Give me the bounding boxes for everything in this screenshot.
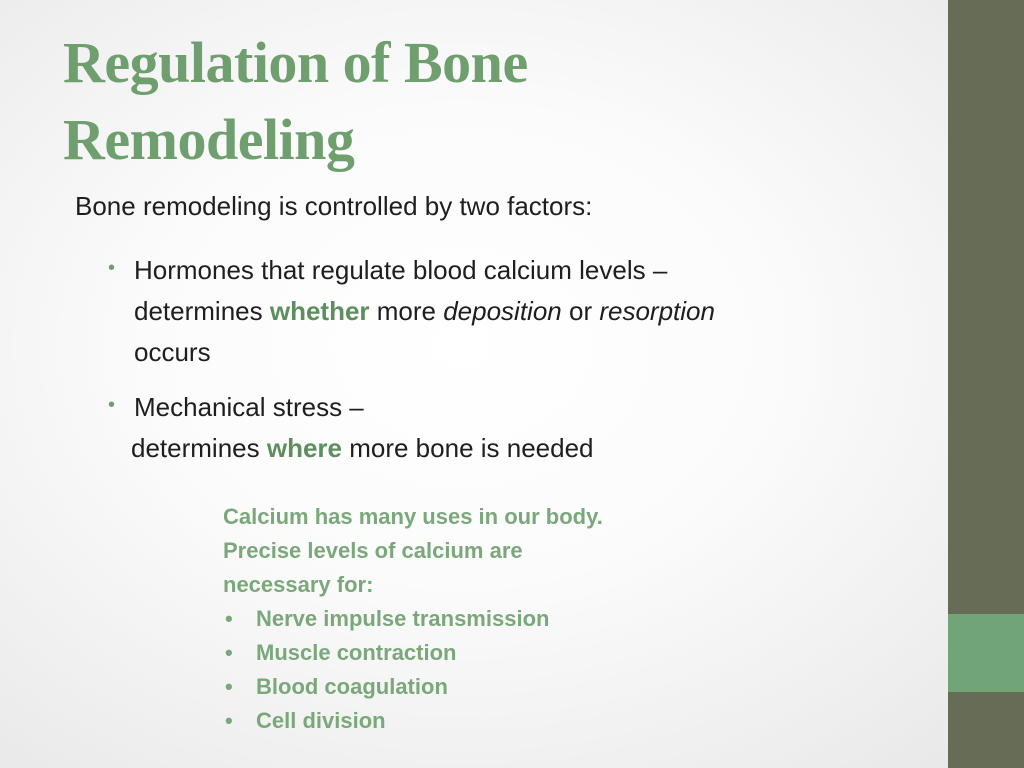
factor-stress-line-1: Mechanical stress – xyxy=(134,392,364,422)
text-run: or xyxy=(561,296,600,326)
side-accent-block xyxy=(948,614,1024,692)
factor-hormones-line-1: Hormones that regulate blood calcium levels – xyxy=(134,255,668,285)
slide-title xyxy=(63,24,883,178)
text-run: determines xyxy=(131,433,267,463)
factor-list xyxy=(108,250,888,469)
list-item-label: Cell division xyxy=(256,708,386,733)
list-item xyxy=(223,602,743,636)
calcium-uses-list xyxy=(223,602,743,738)
emphasis-whether: whether xyxy=(269,296,370,326)
callout-line-2: Precise levels of calcium are xyxy=(223,538,523,563)
title-line-1: Regulation of Bone xyxy=(63,30,528,95)
factor-hormones-line-2 xyxy=(134,291,888,332)
list-item xyxy=(223,704,743,738)
list-item xyxy=(223,636,743,670)
emphasis-deposition: deposition xyxy=(443,296,562,326)
bullet-dot-icon: • xyxy=(108,257,116,279)
callout-line-3: necessary for: xyxy=(223,572,374,597)
list-item xyxy=(223,670,743,704)
bullet-icon: • xyxy=(225,674,233,699)
factor-hormones xyxy=(108,250,888,373)
bullet-icon: • xyxy=(225,640,233,665)
factor-stress-line-2 xyxy=(131,428,888,469)
emphasis-resorption: resorption xyxy=(599,296,715,326)
factor-hormones-line-3: occurs xyxy=(134,337,211,367)
text-run: more bone is needed xyxy=(342,433,594,463)
factor-mechanical-stress xyxy=(108,387,888,469)
list-item-label: Muscle contraction xyxy=(256,640,457,665)
text-run: more xyxy=(369,296,444,326)
list-item-label: Nerve impulse transmission xyxy=(256,606,550,631)
intro-text: Bone remodeling is controlled by two factors: xyxy=(75,191,593,221)
bullet-icon: • xyxy=(225,606,233,631)
emphasis-where: where xyxy=(266,433,342,463)
callout-line-1: Calcium has many uses in our body. xyxy=(223,504,603,529)
text-run: determines xyxy=(134,296,270,326)
calcium-callout xyxy=(223,500,743,738)
title-line-2: Remodeling xyxy=(63,107,355,172)
bullet-dot-icon: • xyxy=(108,394,116,416)
bullet-icon: • xyxy=(225,708,233,733)
list-item-label: Blood coagulation xyxy=(256,674,448,699)
